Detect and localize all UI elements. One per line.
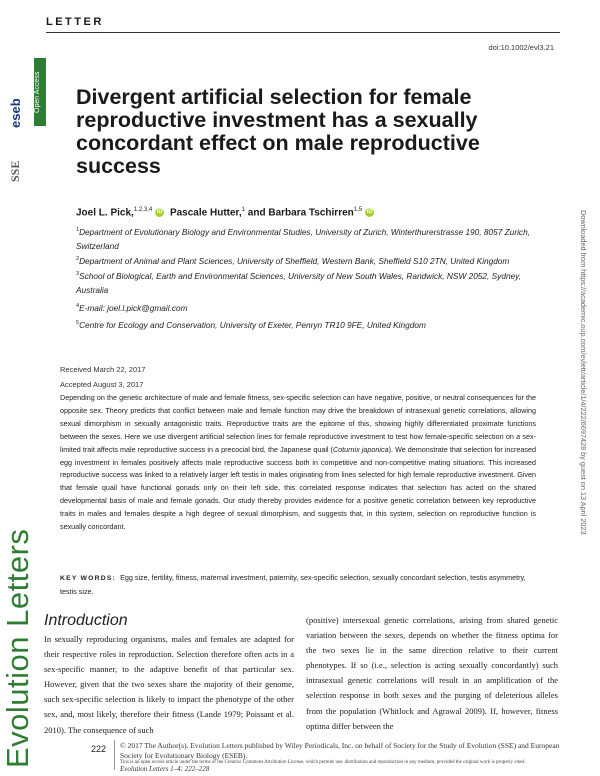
species-name: Coturnix japonica [332,444,389,454]
open-access-label: Open Access [34,71,41,113]
author-affiliation-marker: 1,2,3,4 [133,207,153,213]
section-heading: Introduction [44,612,128,629]
sse-logo: SSE [8,160,22,182]
received-dates [60,362,145,392]
body-column-right: (positive) intersexual genetic correlations, arising from shared genetic variation between the sexes, depends on whether the fitness optima for the two sexes lie in the same direction relative to their current phenotypes. If so (i.e., selection is acting sexually concordantly) such intrasexual genetic correlations will result in an amplification of the selection response in both sexes and the purging of deleterious alleles from the population (Whitlock and Agrawal 2009). If, however, fitness optima differ between the [306,615,558,731]
author-name[interactable]: Pascale Hutter, [169,207,242,219]
keywords [60,571,536,598]
author-affiliation-marker: 1 [241,207,246,213]
journal-citation: Evolution Letters 1–4: 222–228 [120,765,210,773]
copyright-notice: © 2017 The Author(s). Evolution Letters published by Wiley Periodicals, Inc. on behalf of Society for the Study of Evolution (SSE) and European Society for Evolutionary Biology (ESEB). [120,741,560,760]
body-column-left: In sexually reproducing organisms, males and females are adapted for their respective roles in reproduction. Selection therefore often acts in a sex-specific manner, to the adaptive benefit of that particular sex. However, given that the two sexes share the majority of their genome, such sex-specific selection is likely to impact the phenotype of the other sex, and, most likely, therefore their fitness (Lande 1979; Poissant et al. 2010). The consequence of such [44,634,294,735]
download-watermark: Downloaded from https://academic.oup.com/evlett/article/1/4/222/6697428 by guest on 13 April 2023 [579,210,588,535]
page-number: 222 [91,744,107,754]
eseb-logo: eseb [8,98,23,128]
license-notice: This is an open access article under the terms of the Creative Commons Attribution License, which permits use, distribution and reproduction in any medium, provided the original work is properly cited. [120,760,526,765]
journal-logos [2,52,60,192]
author-name[interactable]: Joel L. Pick, [76,207,134,219]
affiliation: $^1$Department of Evolutionary Biology and Environmental Studies, University of Zurich, Winterthurerstrasse 190, 8057 Zurich, Switzerland [76,226,530,251]
affiliation: $^3$School of Biological, Earth and Environmental Sciences, University of New South Wales, Randwick, NSW 2052, Sydney, Australia [76,270,522,295]
affiliation: $^5$Centre for Ecology and Conservation, University of Exeter, Penryn TR10 9FE, United Kingdom [76,319,426,330]
orcid-icon[interactable]: iD [366,209,373,216]
affiliation: $^2$Department of Animal and Plant Sciences, University of Sheffield, Western Bank, Sheffield S10 2TN, United Kingdom [76,255,510,266]
keywords-text: Egg size, fertility, fitness, maternal investment, paternity, sex-specific selection, sexually concordant selection, testis asymmetry, testis size. [60,573,526,596]
footer-divider [114,740,115,770]
author-name[interactable]: and Barbara Tschirren [247,207,354,219]
received-date: Received March 22, 2017 [60,365,146,374]
header-divider [46,32,560,33]
orcid-icon[interactable]: iD [156,209,163,216]
author-list [76,207,377,218]
keywords-label: KEY WORDS: [60,575,117,582]
affiliation-email[interactable]: $^4$E-mail: joel.l.pick@gmail.com [76,302,188,313]
doi[interactable]: doi:10.1002/evl3.21 [488,43,554,52]
abstract: Depending on the genetic architecture of male and female fitness, sex-specific selection can have negative, positive, or neutral consequences for the opposite sex. Theory predicts that conflict between male and female function may drive the breakdown of intrasexual genetic correlations, allowing sexual dimorphism in sexually antagonistic traits. Reproductive traits are the epitome of this, showing highly differentiated proximate functions between the sexes. Here we use divergent artificial selection lines for female reproductive investment to test how female-specific selection on a sex-limited trait affects male reproductive success in a precocial bird, the Japanese quail (Coturnix japonica). We demonstrate that selection for increased egg investment in females positively affects male reproductive success both in competitive and non-competitive mating situations. This increased reproductive success was linked to a relatively larger left testis in males originating from lines selected for high female reproductive investment. Given that female quail have functional gonads only on their left side, this correlated response indicates that selection has acted on the shared developmental basis of male and female gonads. Our study thereby provides evidence for a positive genetic correlation between key reproductive traits in males and females despite a high degree of sexual dimorphism, and suggests that, in this system, selection on reproductive function is sexually concordant. [60,393,536,532]
article-type-label: LETTER [46,16,104,28]
author-affiliation-marker: 1,5 [353,207,363,213]
accepted-date: Accepted August 3, 2017 [60,380,144,389]
journal-name-vertical: Evolution Letters [0,528,35,768]
article-title: Divergent artificial selection for female reproductive investment has a sexually concordant effect on male reproductive success [76,85,480,178]
